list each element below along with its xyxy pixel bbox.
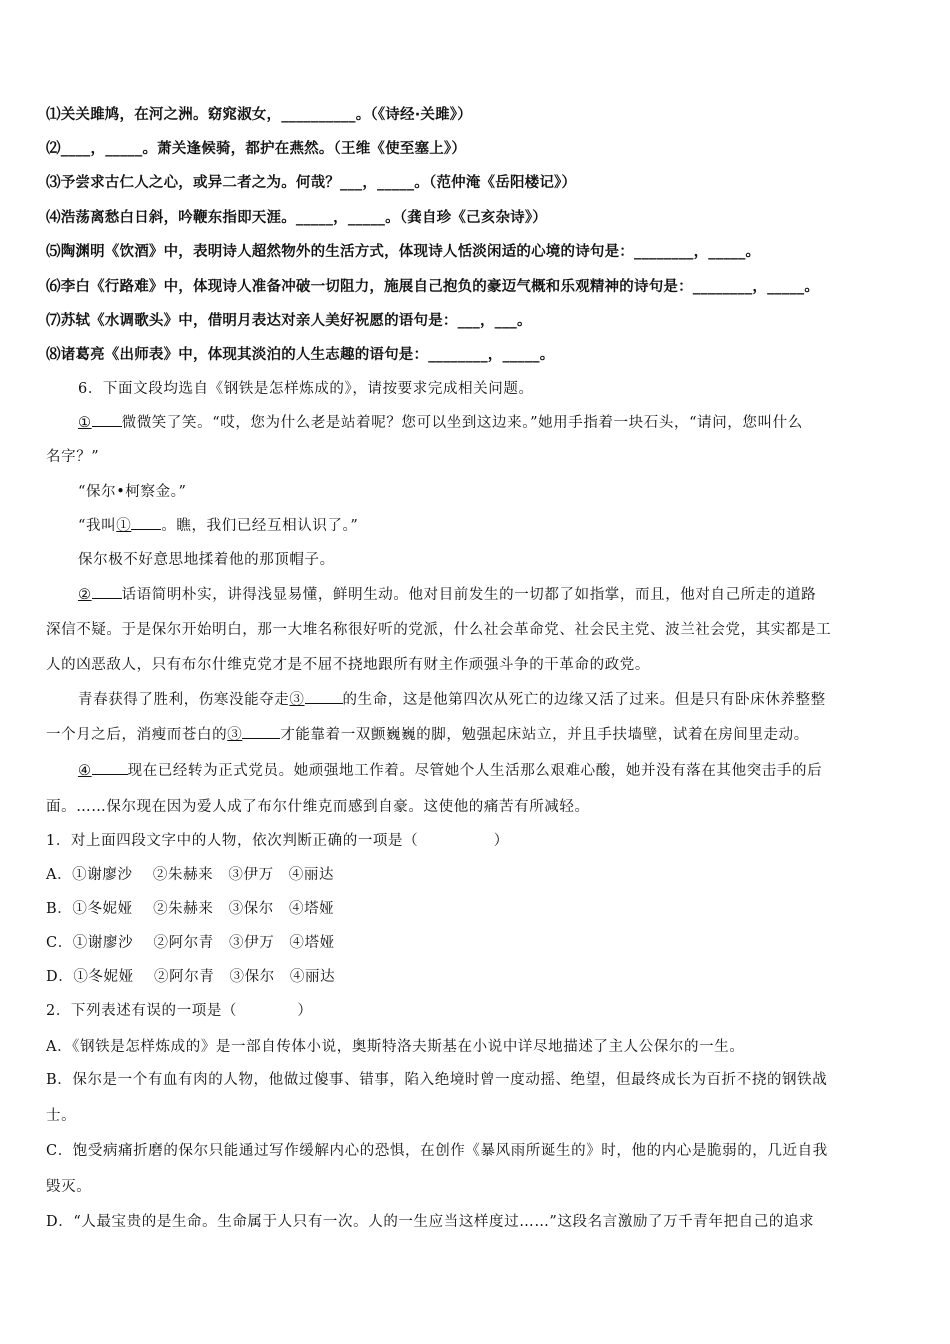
poetry-item-6: ⑹李白《行路难》中，体现诗人准备冲破一切阻力，施展自己抱负的豪迈气概和乐观精神的诗句是：________，_____。 [46,279,820,295]
passage-paragraph-6-cont [46,723,809,744]
fill-blank [92,585,122,599]
passage-text: 现在已经转为正式党员。她顽强地工作着。尽管她个人生活那么艰难心酸，她并没有落在其他突击手的后 [127,763,823,779]
option-1d: D．①冬妮娅 ②阿尔青 ③保尔 ④丽达 [46,969,336,985]
passage-text: 才能靠着一双颤巍巍的脚，勉强起床站立，并且手扶墙壁，试着在房间里走动。 [280,727,809,743]
fill-blank [92,413,122,427]
fill-blank [242,725,280,739]
option-2b: B．保尔是一个有血有肉的人物，他做过傻事、错事，陷入绝境时曾一度动摇、绝望，但最终成长为百折不挠的钢铁战 [46,1072,828,1088]
option-2d: D．“人最宝贵的是生命。生命属于人只有一次。人的一生应当这样度过……”这段名言激励了万千青年把自己的追求 [46,1214,815,1230]
passage-paragraph-5-cont: 深信不疑。于是保尔开始明白，那一大堆名称很好听的党派，什么社会革命党、社会民主党、波兰社会党，其实都是工 [46,622,832,638]
option-2b-cont: 士。 [46,1108,77,1124]
blank-marker-3: ③ [227,727,243,743]
passage-paragraph-2: “保尔•柯察金。” [78,484,187,500]
passage-text: “我叫 [78,518,117,534]
poetry-item-4: ⑷浩荡离愁白日斜，吟鞭东指即天涯。_____，_____。（龚自珍《己亥杂诗》） [46,210,547,226]
option-1b: B．①冬妮娅 ②朱赫来 ③保尔 ④塔娅 [46,901,335,917]
option-1a: A．①谢廖沙 ②朱赫来 ③伊万 ④丽达 [46,867,335,883]
poetry-item-8: ⑻诸葛亮《出师表》中，体现其淡泊的人生志趣的语句是：________，_____。 [46,347,555,363]
passage-paragraph-3 [78,514,358,535]
sub-question-2: 2．下列表述有误的一项是（ ） [46,1003,313,1019]
option-2c: C．饱受病痛折磨的保尔只能通过写作缓解内心的恐惧，在创作《暴风雨所诞生的》时，他的内心是脆弱的，几近自我 [46,1143,828,1159]
passage-paragraph-4: 保尔极不好意思地揉着他的那顶帽子。 [78,552,335,568]
passage-paragraph-7-cont: 面。……保尔现在因为爱人成了布尔什维克而感到自豪。这使他的痛苦有所减轻。 [46,799,590,815]
option-1c: C．①谢廖沙 ②阿尔青 ③伊万 ④塔娅 [46,935,335,951]
option-2a: A．《钢铁是怎样炼成的》是一部自传体小说，奥斯特洛夫斯基在小说中详尽地描述了主人公保尔的一生。 [46,1039,745,1055]
poetry-item-3: ⑶予尝求古仁人之心，或异二者之为。何哉？___，_____。（范仲淹《岳阳楼记》） [46,175,577,191]
blank-marker-4: ④ [78,763,92,779]
passage-paragraph-6 [78,688,826,709]
passage-text: 一个月之后，消瘦而苍白的 [46,727,228,743]
passage-text: 的生命，这是他第四次从死亡的边缘又活了过来。但是只有卧床休养整整 [342,692,826,708]
poetry-item-7: ⑺苏轼《水调歌头》中，借明月表达对亲人美好祝愿的语句是：___，___。 [46,313,532,329]
passage-paragraph-5 [78,583,816,604]
passage-text: 话语简明朴实，讲得浅显易懂，鲜明生动。他对目前发生的一切都了如指掌，而且，他对自己所走的道路 [121,587,817,603]
passage-paragraph-1 [78,411,803,432]
blank-marker-2: ② [78,587,92,603]
passage-paragraph-7 [78,759,822,780]
passage-text: 微微笑了笑。“哎，您为什么老是站着呢？您可以坐到这边来。”她用手指着一块石头，“请问，您叫什么 [121,415,803,431]
poetry-item-2: ⑵____，_____。萧关逢候骑，都护在燕然。（王维《使至塞上》） [46,141,467,157]
passage-paragraph-5-cont: 人的凶恶敌人，只有布尔什维克党才是不屈不挠地跟所有财主作顽强斗争的干革命的政党。 [46,657,650,673]
blank-marker-3: ③ [289,692,305,708]
question-6-intro: 6．下面文段均选自《钢铁是怎样炼成的》，请按要求完成相关问题。 [78,381,534,397]
fill-blank [131,516,161,530]
fill-blank [305,690,343,704]
option-2c-cont: 毁灭。 [46,1179,92,1195]
passage-paragraph-1-cont: 名字？” [46,449,100,465]
poetry-item-1: ⑴关关雎鸠，在河之洲。窈窕淑女，__________。（《诗经·关雎》） [46,107,472,123]
fill-blank [92,761,128,775]
passage-text: 。瞧，我们已经互相认识了。” [161,518,359,534]
blank-marker-1: ① [116,518,132,534]
passage-text: 青春获得了胜利，伤寒没能夺走 [78,692,290,708]
poetry-item-5: ⑸陶渊明《饮酒》中，表明诗人超然物外的生活方式，体现诗人恬淡闲适的心境的诗句是：________，_____。 [46,244,761,260]
blank-marker-1: ① [78,415,92,431]
sub-question-1: 1．对上面四段文字中的人物，依次判断正确的一项是（ ） [46,833,509,849]
